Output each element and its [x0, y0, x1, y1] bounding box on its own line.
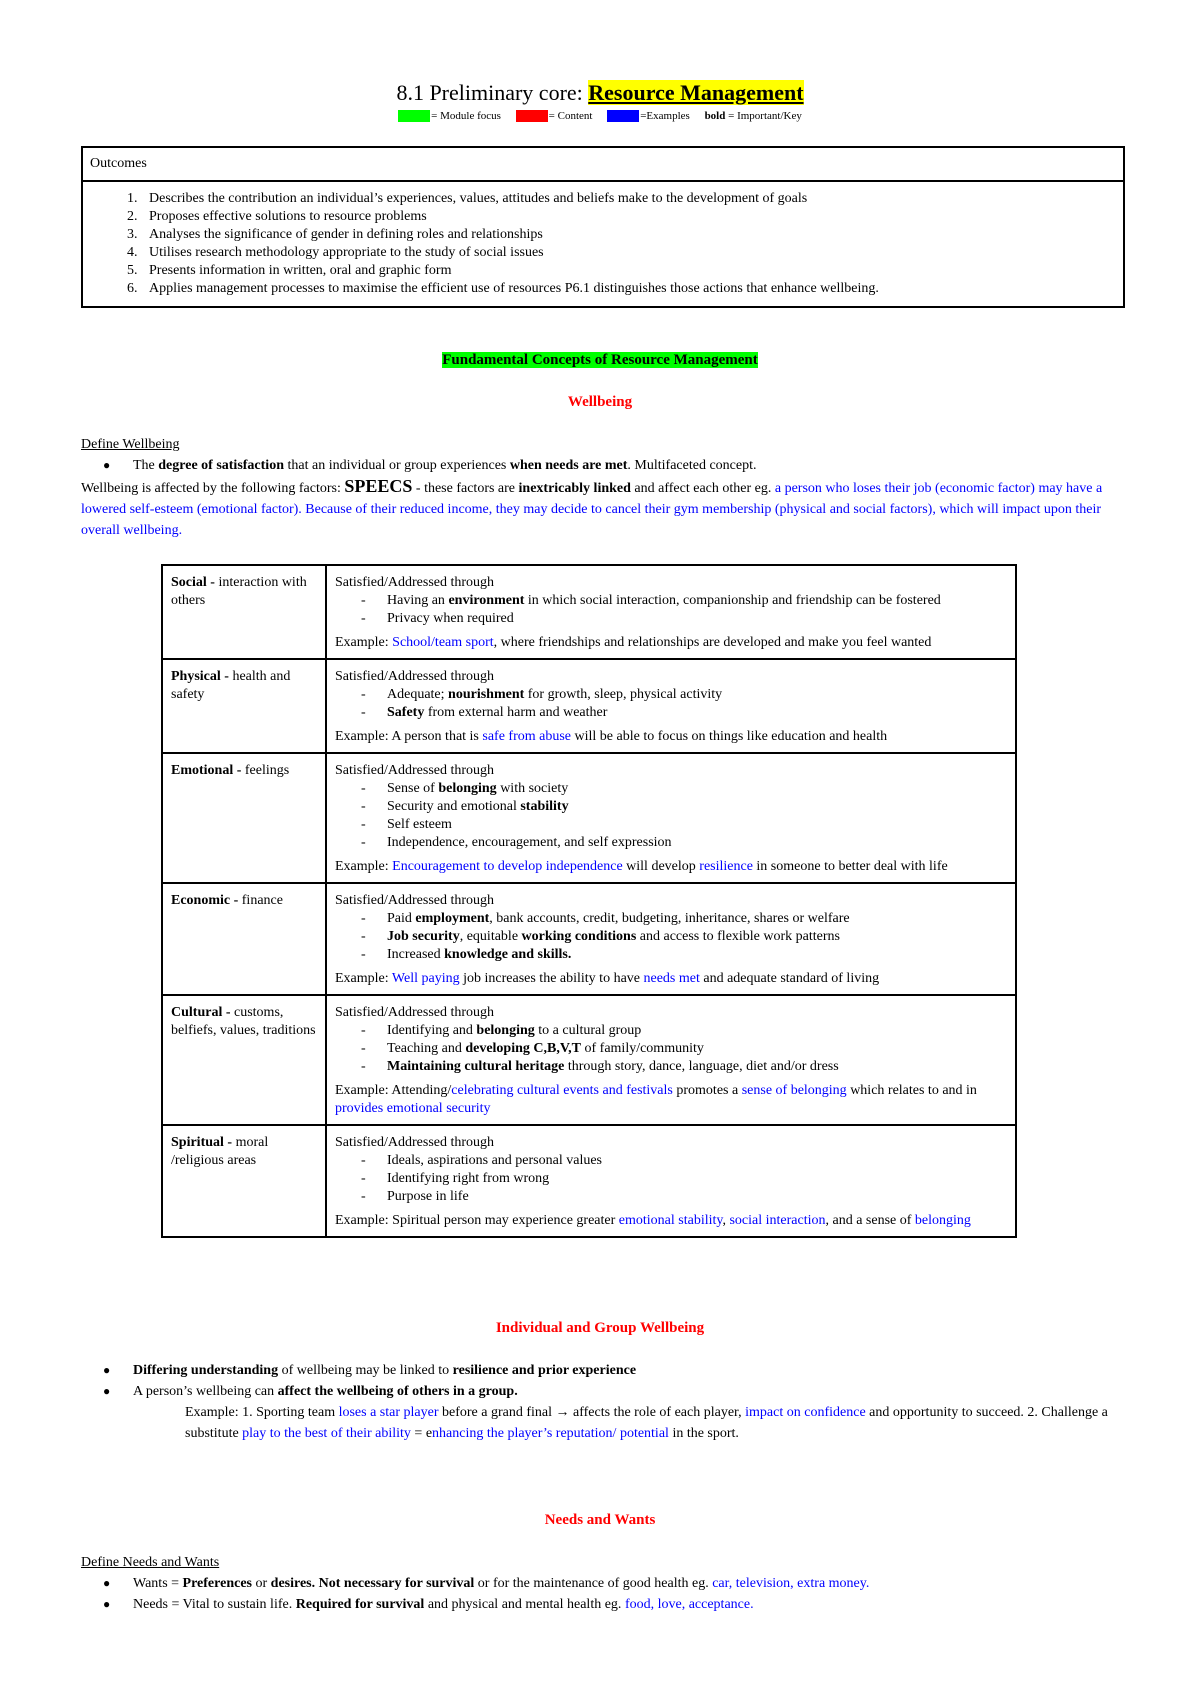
detail-cell: Satisfied/Addressed through - Ideals, aspirations and personal values - Identifying right from wrong - Purpose in life Example: Spiritual person may experience greater emotional stability, social interaction, and a sense of belonging	[326, 1125, 1016, 1237]
group-bullet: ● Differing understanding of wellbeing may be linked to resilience and prior experience	[81, 1360, 1125, 1381]
wellbeing-heading: Wellbeing	[567, 394, 633, 410]
outcomes-header: Outcomes	[83, 148, 1123, 182]
outcomes-box	[81, 146, 1125, 308]
outcomes-list	[83, 182, 1123, 306]
needs-wants-heading: Needs and Wants	[544, 1512, 656, 1528]
detail-cell: Satisfied/Addressed through - Having an environment in which social interaction, companionship and friendship can be fostered - Privacy when required Example: School/team sport, where friendships and relationships are developed and make you feel wanted	[326, 565, 1016, 659]
outcome-item: 6. Applies management processes to maximise the efficient use of resources P6.1 distinguishes those actions that enhance wellbeing.	[141, 280, 1123, 298]
detail-cell: Satisfied/Addressed through - Sense of belonging with society - Security and emotional stability - Self esteem - Independence, encouragement, and self expression Example: Encouragement to develop independence will develop resilience in someone to better deal with life	[326, 753, 1016, 883]
wants-bullet: ● Wants = Preferences or desires. Not necessary for survival or for the maintenance of good health eg. car, television, extra money.	[81, 1573, 1125, 1594]
page-title: 8.1 Preliminary core: Resource Management	[396, 80, 804, 105]
outcome-item: 1. Describes the contribution an individual’s experiences, values, attitudes and beliefs make to the development of goals	[141, 190, 1123, 208]
legend-content: = Content	[516, 110, 593, 122]
detail-cell: Satisfied/Addressed through - Paid employment, bank accounts, credit, budgeting, inheritance, shares or welfare - Job security, equitable working conditions and access to flexible work patterns - Increased knowledge and skills. Example: Well paying job increases the ability to have needs met and adequate standard of living	[326, 883, 1016, 995]
outcome-item: 3. Analyses the significance of gender in defining roles and relationships	[141, 226, 1123, 244]
table-row	[162, 753, 1016, 883]
section-heading: Fundamental Concepts of Resource Management	[442, 352, 758, 368]
detail-cell: Satisfied/Addressed through - Adequate; nourishment for growth, sleep, physical activity - Safety from external harm and weather Example: A person that is safe from abuse will be able to focus on things like education and health	[326, 659, 1016, 753]
legend-swatch-green	[398, 110, 430, 122]
define-needs-label: Define Needs and Wants	[81, 1555, 220, 1570]
speecs-table	[161, 564, 1017, 1238]
factor-cell: Social - interaction with others	[162, 565, 326, 659]
example-text: Example: Attending/celebrating cultural events and festivals promotes a sense of belonging which relates to and in provides emotional security	[335, 1083, 977, 1116]
example-text: Example: Encouragement to develop independence will develop resilience in someone to better deal with life	[335, 859, 948, 874]
example-text: Example: A person that is safe from abuse will be able to focus on things like education and health	[335, 729, 888, 744]
color-legend	[0, 110, 1200, 122]
outcome-item: 4. Utilises research methodology appropriate to the study of social issues	[141, 244, 1123, 262]
legend-swatch-blue	[607, 110, 639, 122]
factor-cell: Economic - finance	[162, 883, 326, 995]
define-wellbeing-label: Define Wellbeing	[81, 437, 180, 452]
factor-cell: Physical - health and safety	[162, 659, 326, 753]
table-row	[162, 659, 1016, 753]
group-example: Example: 1. Sporting team loses a star player before a grand final → affects the role of each player, impact on confidence and opportunity to succeed. 2. Challenge a substitute play to the best of their ability = enhancing the player’s reputation/ potential in the sport.	[185, 1405, 1108, 1441]
outcome-item: 2. Proposes effective solutions to resource problems	[141, 208, 1123, 226]
needs-wants-section	[81, 1552, 1125, 1615]
needs-bullet: ● Needs = Vital to sustain life. Required for survival and physical and mental health eg. food, love, acceptance.	[81, 1594, 1125, 1615]
group-wellbeing-section	[81, 1360, 1125, 1444]
wellbeing-definition	[81, 434, 1125, 541]
example-text: Example: Spiritual person may experience greater emotional stability, social interaction, and a sense of belonging	[335, 1213, 971, 1228]
example-text: Example: School/team sport, where friendships and relationships are developed and make you feel wanted	[335, 635, 932, 650]
example-text: Example: Well paying job increases the ability to have needs met and adequate standard of living	[335, 971, 880, 986]
legend-module-focus: = Module focus	[398, 110, 501, 122]
wellbeing-paragraph: Wellbeing is affected by the following factors: SPEECS - these factors are inextricably linked and affect each other eg. a person who loses their job (economic factor) may have a lowered self-esteem (emotional factor). Because of their reduced income, they may decide to cancel their gym membership (physical and social factors), which will impact upon their overall wellbeing.	[81, 476, 1103, 538]
table-row	[162, 1125, 1016, 1237]
wellbeing-bullet: ● The degree of satisfaction that an individual or group experiences when needs are met. Multifaceted concept.	[81, 455, 1125, 476]
factor-cell: Cultural - customs, belfiefs, values, traditions	[162, 995, 326, 1125]
table-row	[162, 883, 1016, 995]
group-bullet: ● A person’s wellbeing can affect the wellbeing of others in a group.	[81, 1381, 1125, 1402]
table-row	[162, 565, 1016, 659]
title-highlight: Resource Management	[588, 80, 804, 105]
legend-examples: =Examples	[607, 110, 690, 122]
outcome-item: 5. Presents information in written, oral and graphic form	[141, 262, 1123, 280]
legend-bold: bold = Important/Key	[704, 110, 802, 122]
table-row	[162, 995, 1016, 1125]
factor-cell: Emotional - feelings	[162, 753, 326, 883]
factor-cell: Spiritual - moral /religious areas	[162, 1125, 326, 1237]
legend-swatch-red	[516, 110, 548, 122]
group-wellbeing-heading: Individual and Group Wellbeing	[495, 1320, 705, 1336]
detail-cell: Satisfied/Addressed through - Identifying and belonging to a cultural group - Teaching and developing C,B,V,T of family/community - Maintaining cultural heritage through story, dance, language, diet and/or dress Example: Attending/celebrating cultural events and festivals promotes a sense of belonging which relates to and in provides emotional security	[326, 995, 1016, 1125]
